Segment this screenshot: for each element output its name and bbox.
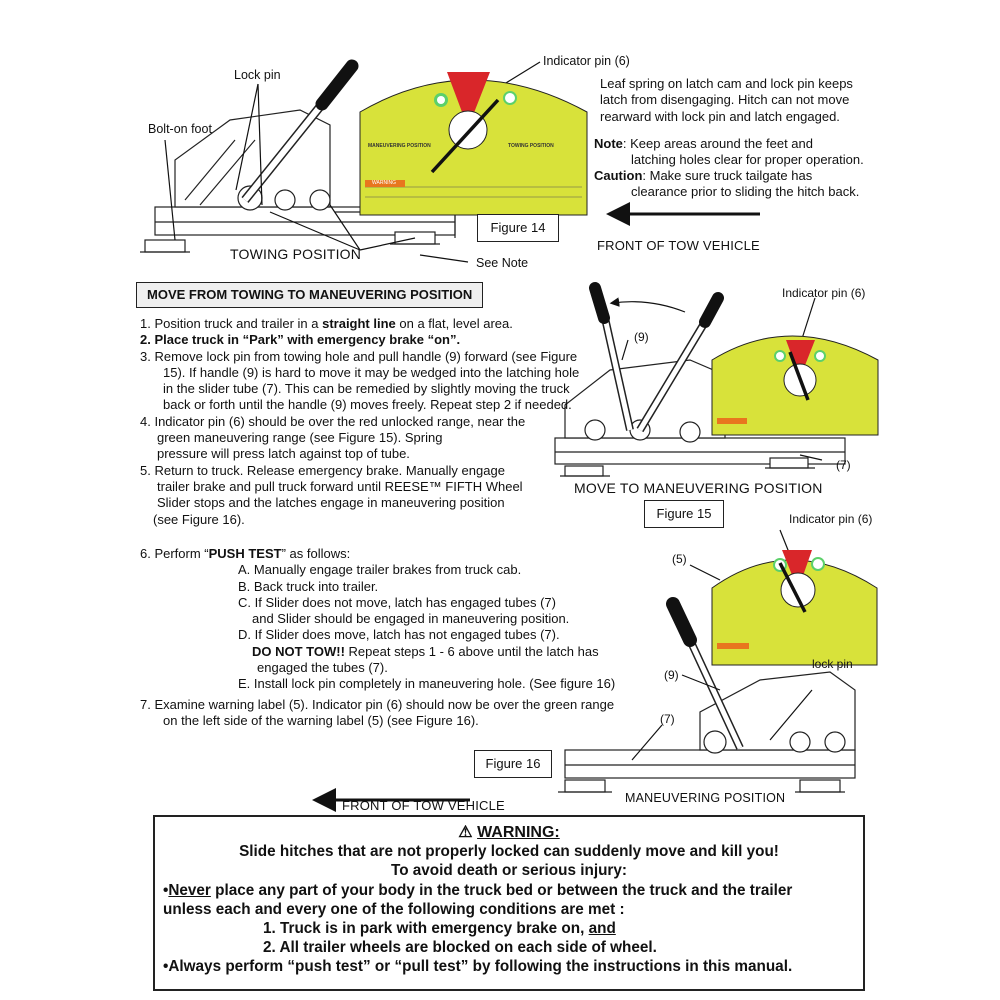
figure15-decal <box>712 336 878 435</box>
fig15-indicator-pin-label: Indicator pin (6) <box>782 286 866 300</box>
decal-maneuvering-heading: MANEUVERING POSITION <box>368 143 431 149</box>
section-heading: MOVE FROM TOWING TO MANEUVERING POSITION <box>136 282 483 308</box>
warning-bullet-1-cont: unless each and every one of the following conditions are met : <box>163 900 625 918</box>
warning-condition-2: 2. All trailer wheels are blocked on each side of wheel. <box>263 939 657 957</box>
step-6: 6. Perform “PUSH TEST” as follows: A. Manually engage trailer brakes from truck cab. B. Back truck into trailer. C. If Slider does not move, latch has engaged tubes (7) and Slider should be engaged in maneuvering position. D. If Slider does move, latch has not engaged tubes (7). DO NOT TOW!! Repeat steps 1 - 6 above until the latch has engaged the tubes (7). E. Install lock pin completely in maneuvering hole. (See figure 16) <box>140 546 616 692</box>
decal-towing-heading: TOWING POSITION <box>508 143 554 149</box>
indicator-pin-label: Indicator pin (6) <box>543 54 630 68</box>
warning-box <box>153 815 865 991</box>
fig16-tube-7-label: (7) <box>660 712 675 726</box>
figure-14-caption: Figure 14 <box>477 214 559 242</box>
fig16-lock-pin-label: lock pin <box>812 657 853 671</box>
figure-16-caption: Figure 16 <box>474 750 552 778</box>
fig15-tube-7-label: (7) <box>836 458 851 472</box>
fig16-indicator-pin-label: Indicator pin (6) <box>789 512 873 526</box>
front-of-tow-vehicle-label-bottom: FRONT OF TOW VEHICLE <box>342 798 505 813</box>
warning-line-2: To avoid death or serious injury: <box>390 862 627 880</box>
figure-15-caption: Figure 15 <box>644 500 724 528</box>
maneuvering-position-label: MANEUVERING POSITION <box>625 791 786 805</box>
warning-condition-1: 1. Truck is in park with emergency brake on, and <box>263 920 616 938</box>
decal-warning-tag: WARNING <box>372 180 396 186</box>
fig15-handle-9-label: (9) <box>634 330 649 344</box>
move-to-maneuvering-label: MOVE TO MANEUVERING POSITION <box>574 480 823 496</box>
fig16-handle-9-label: (9) <box>664 668 679 682</box>
warning-bullet-2: •Always perform “push test” or “pull test” by following the instructions in this manual. <box>163 958 793 976</box>
warning-line-1: Slide hitches that are not properly locked can suddenly move and kill you! <box>239 843 779 861</box>
lock-pin-label: Lock pin <box>234 68 281 82</box>
warning-triangle-icon: ⚠ <box>458 824 473 841</box>
step-7: 7. Examine warning label (5). Indicator pin (6) should now be over the green range on the left side of the warning label (5) (see Figure 16). <box>140 697 615 729</box>
note-paragraph: Note: Keep areas around the feet and latching holes clear for proper operation. <box>594 136 864 168</box>
front-of-tow-vehicle-label-top: FRONT OF TOW VEHICLE <box>597 238 760 253</box>
steps-1-5: 1. Position truck and trailer in a straight line on a flat, level area. 2. Place truck in “Park” with emergency brake “on”. 3. Remove lock pin from towing hole and pull handle (9) forward (see Figure 15). If handle (9) is hard to move it may be wedged into the latching hole in the slider tube (7). This can be remedied by slightly moving the truck back or forth until the handle (9) moves freely. Repeat step 2 if needed. 4. Indicator pin (6) should be over the red unlocked range, near the green maneuvering range (see Figure 15). Spring pressure will press latch against top of tube. 5. Return to truck. Release emergency brake. Manually engage trailer brake and pull truck forward until REESE™ FIFTH Wheel Slider stops and the latches engage in maneuvering position (see Figure 16). <box>140 316 580 527</box>
warning-bullet-1: •Never place any part of your body in the truck bed or between the truck and the trailer <box>163 881 793 899</box>
fig16-label-5: (5) <box>672 552 687 566</box>
towing-position-label: TOWING POSITION <box>230 246 362 262</box>
caution-paragraph: Caution: Make sure truck tailgate has clearance prior to sliding the hitch back. <box>594 168 860 200</box>
bolt-on-foot-label: Bolt-on foot <box>148 122 212 136</box>
see-note-label: See Note <box>476 256 529 270</box>
warning-title: ⚠ WARNING: <box>458 824 560 841</box>
figure16-decal <box>712 550 877 665</box>
latch-note-paragraph: Leaf spring on latch cam and lock pin keeps latch from disengaging. Hitch can not move rearward with lock pin and latch engaged. <box>600 76 853 124</box>
